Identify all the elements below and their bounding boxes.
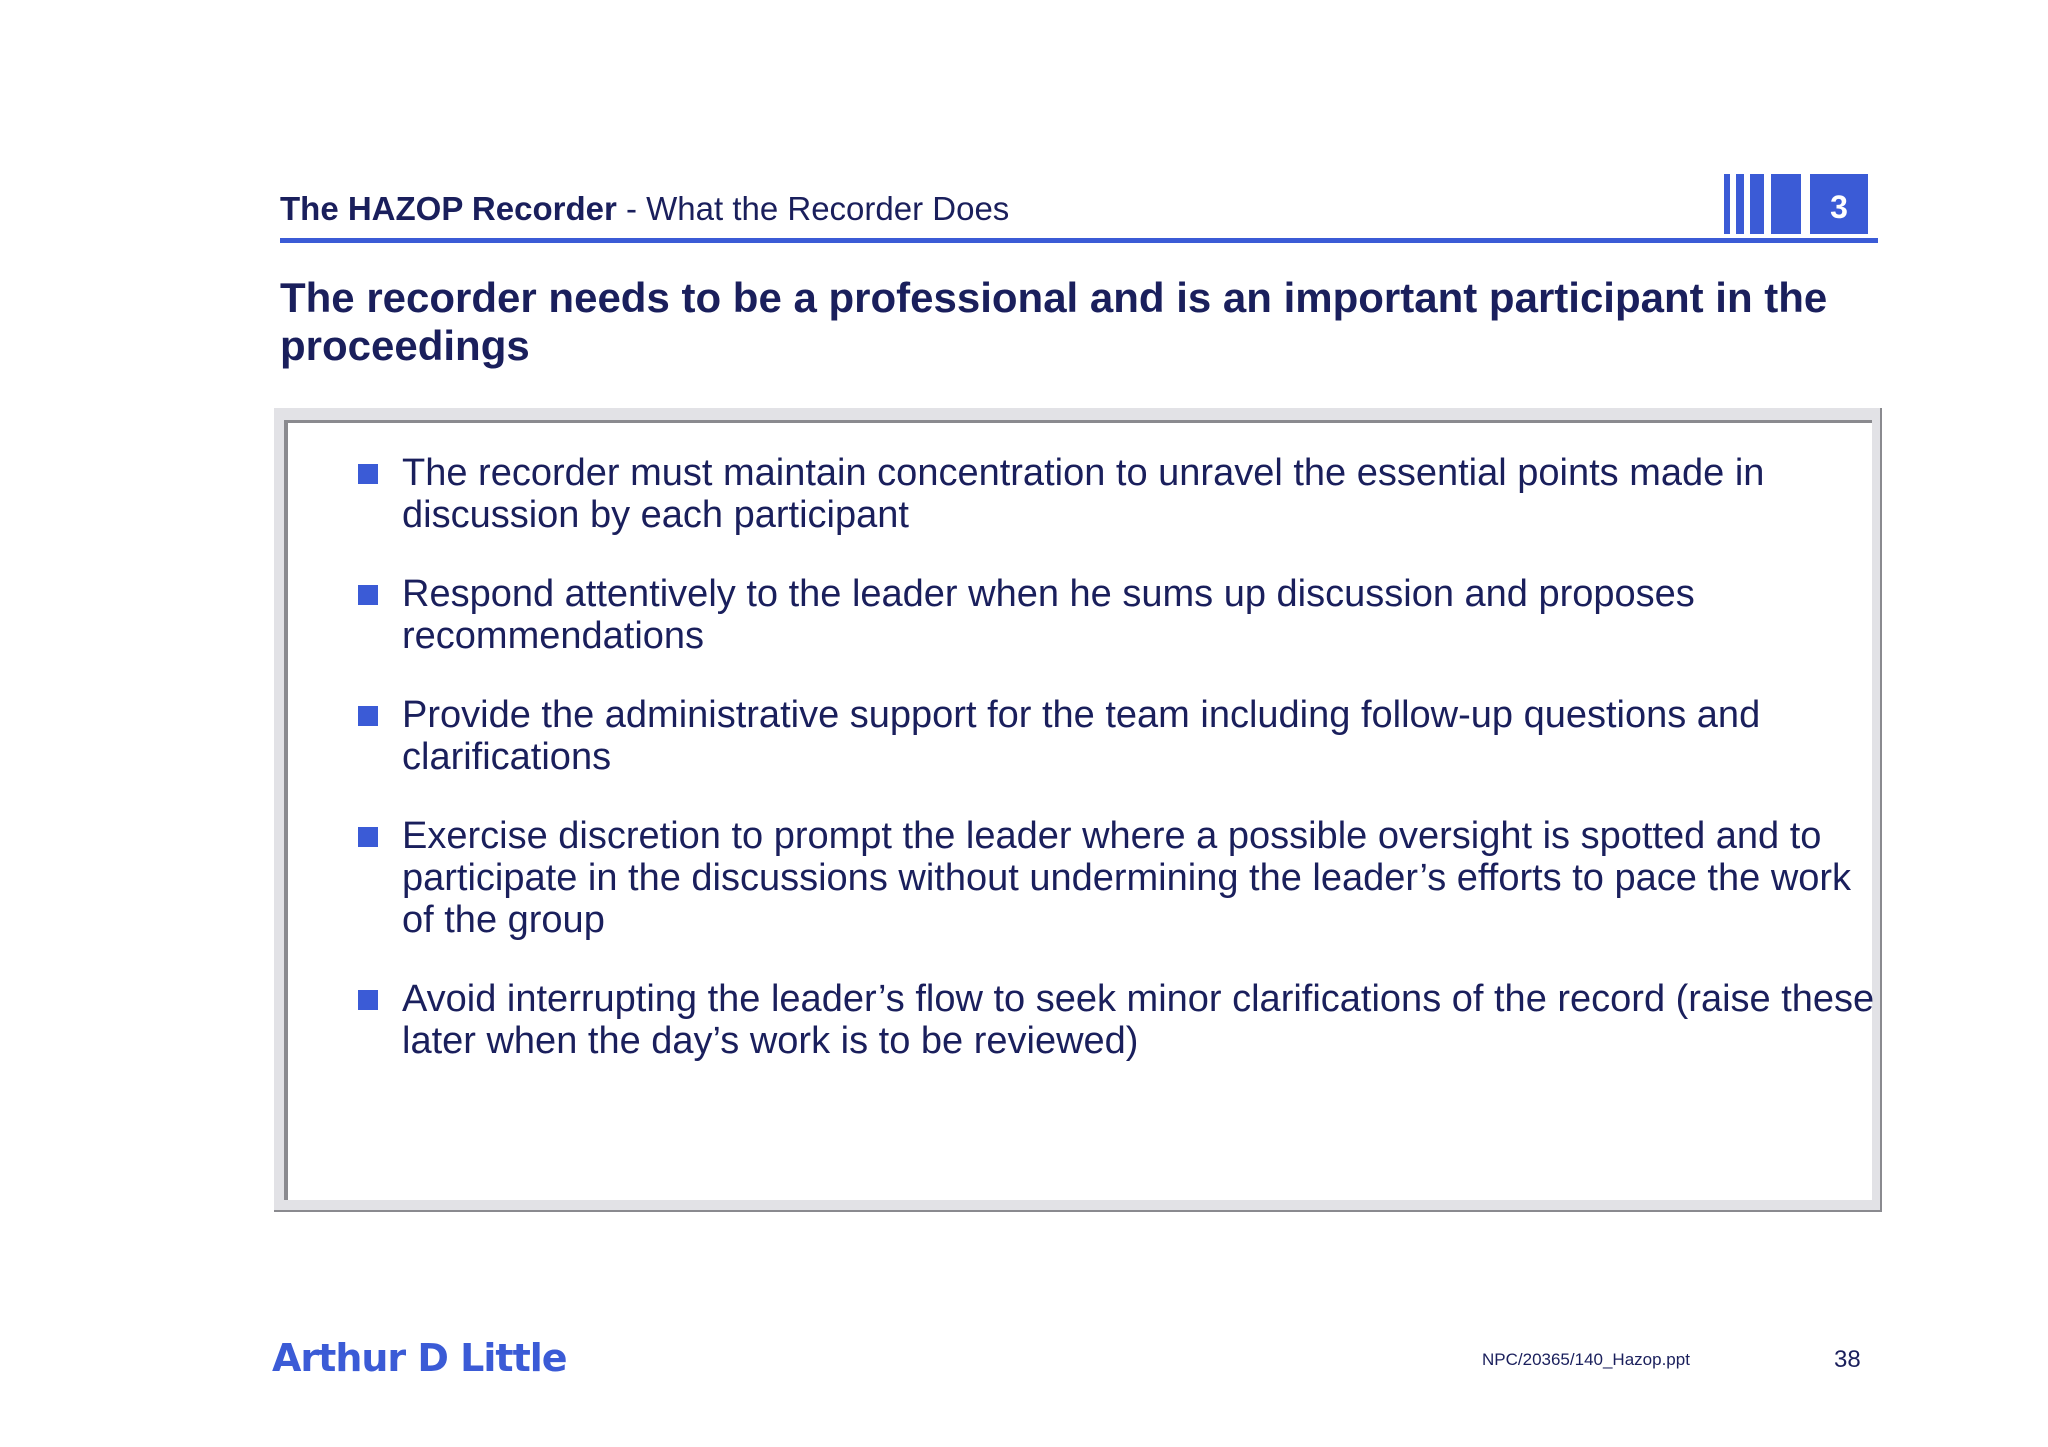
bullet-text: Respond attentively to the leader when he sums up discussion and proposes recommendations xyxy=(402,573,1695,657)
square-bullet-icon xyxy=(358,464,378,484)
page-number: 38 xyxy=(1834,1346,1861,1373)
header-separator: - xyxy=(616,190,647,227)
bullet-item xyxy=(358,978,1878,1062)
slide-header xyxy=(280,190,1009,228)
file-reference: NPC/20365/140_Hazop.ppt xyxy=(1482,1350,1690,1369)
section-bar xyxy=(1736,174,1744,234)
section-marker xyxy=(1724,174,1868,234)
bullet-text: Avoid interrupting the leader’s flow to seek minor clarifications of the record (raise these later when the day’s work is to be reviewed) xyxy=(402,978,1875,1062)
header-divider xyxy=(280,238,1878,243)
bullet-text: Exercise discretion to prompt the leader where a possible oversight is spotted and to participate in the discussions without undermining the leader’s efforts to pace the work of the group xyxy=(402,815,1852,941)
bullet-text: Provide the administrative support for the team including follow-up questions and clarifications xyxy=(402,694,1761,778)
square-bullet-icon xyxy=(358,990,378,1010)
section-bar xyxy=(1771,174,1801,234)
header-title: The HAZOP Recorder xyxy=(280,190,617,227)
bullet-item xyxy=(358,452,1878,536)
header-subtitle: What the Recorder Does xyxy=(646,190,1010,227)
square-bullet-icon xyxy=(358,827,378,847)
slide-title: The recorder needs to be a professional and is an important participant in the proceedings xyxy=(280,274,1828,369)
bullet-list xyxy=(358,452,1878,1099)
company-logo: Arthur D Little xyxy=(272,1336,567,1380)
section-number: 3 xyxy=(1810,174,1868,234)
bullet-item xyxy=(358,573,1878,657)
section-bar xyxy=(1724,174,1730,234)
section-bar xyxy=(1750,174,1764,234)
square-bullet-icon xyxy=(358,706,378,726)
bullet-text: The recorder must maintain concentration to unravel the essential points made in discussion by each participant xyxy=(402,452,1765,536)
bullet-item xyxy=(358,694,1878,778)
bullet-item xyxy=(358,815,1878,941)
square-bullet-icon xyxy=(358,585,378,605)
